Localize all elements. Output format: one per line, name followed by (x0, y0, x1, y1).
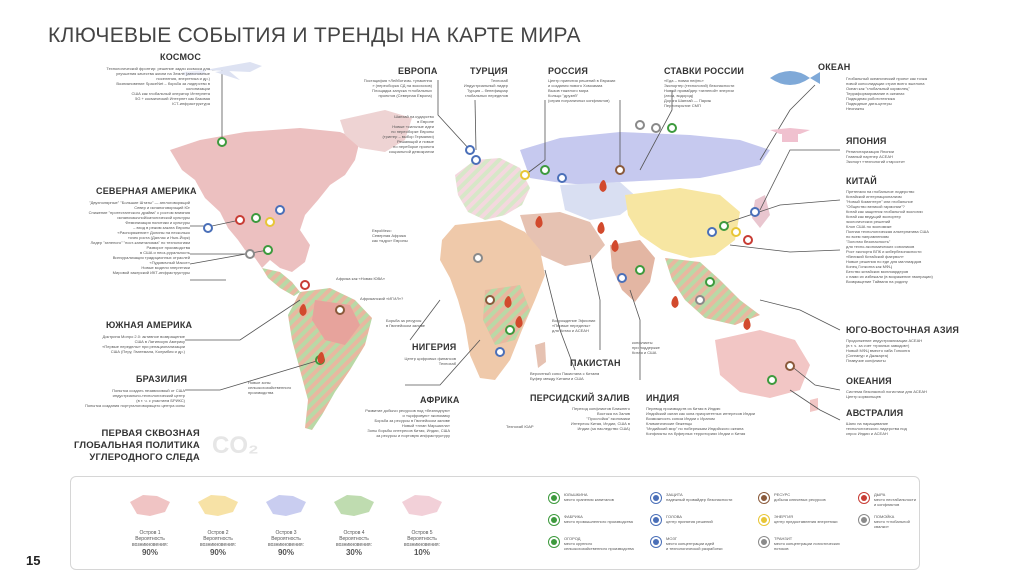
legend-blue-marker-icon (650, 514, 662, 526)
legend-item-text: ДЫРА место нестабильности и конфликтов (874, 492, 916, 507)
ocean-heading: ОКЕАН (818, 62, 851, 72)
kosmos-heading: КОСМОС (160, 52, 202, 62)
south-america-text: Доктрина Монро 2.0: активное возвращение США в Латинскую Америку «Первые переделы» при ренационализации США (Перу, Гватемала, Колумбия и др.) (102, 334, 185, 354)
legend-island-shape (261, 490, 311, 520)
legend-island-sub: Вероятность возникновения: (268, 536, 304, 548)
map-label-br-zones: Новые зоны сельскохозяйственного производства (248, 380, 292, 395)
south-america-heading: ЮЖНАЯ АМЕРИКА (106, 320, 193, 330)
legend-marker-dot (761, 495, 767, 501)
legend-island (392, 530, 452, 557)
india-heading: ИНДИЯ (646, 393, 680, 403)
legend-island-label: Остров 2 (207, 530, 229, 536)
region-se-asia (665, 258, 760, 325)
region-europe (455, 158, 530, 220)
legend-island-shape (125, 490, 175, 520)
legend-island (324, 530, 384, 557)
map-label-euromex: ЕвроМекс: Северная Африка как «ядро» Европы (372, 228, 408, 243)
legend-blue-marker-icon (650, 536, 662, 548)
legend-marker-dot (551, 495, 557, 501)
europe-text-2: Шанхай на кударство в Европе Новые «сильные идеи по переоборке Европы (триггер – выбор Германии) Решающий и новые по переборке проекта социальной демократии (382, 114, 434, 154)
legend-island-percent: 30% (345, 548, 362, 557)
page-number: 15 (26, 553, 41, 568)
pakistan-text: Вероятный союз Пакистана с Китаем Буфер между Китаем и США (530, 371, 600, 381)
map-label-conflicts: конфликты при поддержке Китая и США (632, 340, 660, 355)
africa-heading: АФРИКА (420, 395, 460, 405)
legend-island (188, 530, 248, 557)
japan-text: Ренилитаризация Японии Главный партнер АСЕАН Экспорт «технологий старости» (846, 149, 906, 164)
stavki-heading: СТАВКИ РОССИИ (664, 66, 745, 76)
turkey-text: Технохаб Индустриальный лидер Турция – бенефициар глобальных переделов (463, 78, 508, 98)
map-label-afr-nova: Африка как «Новая ЮВА» (336, 276, 385, 281)
legend-island-percent: 90% (209, 548, 226, 557)
india-text: Перевод производств из Китая в Индию Индийский океан как зона приоритетных интересов Индии Возможность союза Индии с Ираном Климатические беженцы "Индийский мир" по побережьям Индийского океана Конфликты на буферных территориях Индии и Китая (646, 406, 755, 436)
legend-island (256, 530, 316, 557)
legend-island-sub: Вероятность возникновения: (336, 536, 372, 548)
turkey-heading: ТУРЦИЯ (470, 66, 508, 76)
legend-brown-marker-icon (758, 492, 770, 504)
russia-text: Центр принятия решений в Евразии и создания нового Хомоамиа Вызов тяжелого мира Кольцо "друзей" (серия пограничных конфликтов) (548, 78, 616, 103)
legend-marker-dot (861, 495, 867, 501)
north-america-heading: СЕВЕРНАЯ АМЕРИКА (96, 186, 197, 196)
legend-item-text: ОГОРОД место крупного сельскохозяйственного производства (564, 536, 634, 551)
legend-island-percent: 90% (141, 548, 158, 557)
legend-item-text: ФАБРИКА место промышленного производства (564, 514, 633, 524)
legend-green-marker-icon (548, 514, 560, 526)
gulf-heading: ПЕРСИДСКИЙ ЗАЛИВ (530, 393, 630, 403)
legend-red-marker-icon (858, 492, 870, 504)
legend-island-sub: Вероятность возникновения: (404, 536, 440, 548)
legend-island-percent: 10% (413, 548, 430, 557)
legend-item-text: ЭНЕРГИЯ центр предоставления энергетики (774, 514, 838, 524)
legend-gray-marker-icon (758, 536, 770, 548)
legend-island-sub: Вероятность возникновения: (200, 536, 236, 548)
legend-yellow-marker-icon (758, 514, 770, 526)
legend-marker-dot (551, 539, 557, 545)
map-label-guinea: Борьба за ресурсы в Гвинейском заливе (386, 318, 426, 328)
china-text: Претензия на глобальное лидерство Китайский интернационализм "Новый Коминтерн" или глобальное "Общество великой гармонии"? Китай как защитник глобальной экологии Китай как ведущий экспортер экологических решений Клон США по экономике Полная технологическая альтернатива США по всем направлениям "Золотая безопасность" для техно-экономических союзников Рост экспорта ВПК и кибербезопасности «Великий Китайский фаервол» Новые решения по еде для миллиардов Конец Гонконга как МФЦ Бегство китайских миллиардеров с нами их избежали (в возражение эмиграции) Возвращение Тайваня на родину (846, 189, 933, 284)
legend-island-percent: 90% (277, 548, 294, 557)
legend-item-text: ТРАНЗИТ место концентрации логистических потоков (774, 536, 840, 551)
legend-island (120, 530, 180, 557)
legend-marker-dot (653, 539, 659, 545)
oceania-text: Система безопасной логистики для АСЕАН Центр кормильцев (846, 389, 927, 399)
legend-marker-dot (653, 517, 659, 523)
nigeria-heading: НИГЕРИЯ (412, 342, 457, 352)
ocean-fish-icon (770, 71, 820, 85)
stavki-text: «Еда – новая нефть» Экспортер (технологий) безопасности Новый провайдер «зеленой» энергии (атом, водород) Дорога Шанхай — Париж Переоткрытие СМП (664, 78, 735, 108)
legend-island-shape (193, 490, 243, 520)
legend-marker-dot (861, 517, 867, 523)
pakistan-heading: ПАКИСТАН (570, 358, 621, 368)
legend-item-text: ЮЛЬШКИНА место хранения капиталов (564, 492, 614, 502)
brazil-heading: БРАЗИЛИЯ (136, 374, 188, 384)
map-label-afr-ignit: Африканский «ИГИЛ»? (360, 296, 404, 301)
oceania-heading: ОКЕАНИЯ (846, 376, 892, 386)
russia-heading: РОССИЯ (548, 66, 589, 76)
legend-marker-dot (551, 517, 557, 523)
ocean-text: Глобальный океанический проект как точка новой консолидации стран всего эшелона Океан как "глобальный кормилец" Терраформирование в океанах Подводная робототехника Подводные дата-центры Неопакты (846, 76, 927, 111)
japan-pagoda-icon (770, 128, 810, 142)
legend-gray-marker-icon (858, 514, 870, 526)
japan-heading: ЯПОНИЯ (846, 136, 887, 146)
region-australia (715, 330, 810, 398)
legend-island-label: Остров 4 (343, 530, 365, 536)
legend-green-marker-icon (548, 492, 560, 504)
legend-island-label: Остров 1 (139, 530, 161, 536)
legend-item-text: ГОЛОВА центр принятия решений (666, 514, 713, 524)
map-label-sa-tech: Технохаб ЮАР (506, 424, 534, 429)
sea-text: Продолжение индустриализации АСЕАН (в т. ч. за счет «грязных заводов») Новый МФЦ вместо хаба Гонконга (Сингапур и Джакарта) Плавучие конфликты (846, 338, 923, 363)
legend-item-text: ЗАЩИТА надежный провайдер безопасности (666, 492, 733, 502)
legend-green-marker-icon (548, 536, 560, 548)
legend-island-shape (397, 490, 447, 520)
legend-marker-dot (761, 539, 767, 545)
legend-item-text: МОЗГ место концентрации идей и технологической разработки (666, 536, 723, 551)
global-heading: ПЕРВАЯ СКВОЗНАЯ ГЛОБАЛЬНАЯ ПОЛИТИКА УГЛЕРОДНОГО СЛЕДА (74, 428, 200, 463)
legend-island-sub: Вероятность возникновения: (132, 536, 168, 548)
china-heading: КИТАЙ (846, 176, 877, 186)
sea-heading: ЮГО-ВОСТОЧНАЯ АЗИЯ (846, 325, 960, 335)
australia-text: Шанс на наращивание технологического лидерства под спрос Индии и АСЕАН (846, 421, 907, 436)
legend-island-label: Остров 5 (411, 530, 433, 536)
legend-marker-dot (761, 517, 767, 523)
co2-label: CO₂ (212, 432, 259, 459)
gulf-text: Переход конфликтов Ближнего Востока на Залив "Прослойка" экономики Интересы Китая, Индии, США в Индии (за наследство США) (570, 406, 630, 431)
europe-text: Постацифия «Лейботизм- тунакенна » (переоборка СД на экосхохов) Площадка запуска «глобальных проектов (Северная Европа) (363, 78, 432, 98)
nigeria-text: Центр цифровых финансов Технохаб (404, 356, 456, 366)
legend-marker-dot (653, 495, 659, 501)
page-title: КЛЮЧЕВЫЕ СОБЫТИЯ И ТРЕНДЫ НА КАРТЕ МИРА (48, 24, 581, 48)
africa-text: Развитие добычи ресурсов под «безлюдную» и «цифровую» экономику Борьба за ресурсы в Гвинейском заливе Новый «план Маршалла» Зоны борьбы интересов Китая, Индии, США за ресурсы и портовую инфраструктуру (365, 408, 450, 438)
australia-heading: АВСТРАЛИЯ (846, 408, 904, 418)
brazil-text: Попытка создать независимый от США индустриально-технологический центр (в т. ч. с участием БРИКС) Попытка создания португалоговорящего центра силы (85, 388, 185, 408)
north-america-text: "Двухполярные" "Большие Штаты" — англоговорящий Север и испаноговорящий Юг Снижение "протестантского драйва" с ростом влияния испаноязычной/католической культуры Феминизация политики и культуры – вход в режим заката Европы «Распоряжение» Долины на несколько точек роста (Даллас и Нью-Йорк) Лидер "зеленого" "пост-капитализма" по технологиям Разворот производства в США и неоз-руральность Винчурализация традиционных отраслей «Пудовичный Массе» Новые модели энергетики Мировой хакерский ИКТ-инфраструктуры (88, 200, 190, 275)
kosmos-text: Технологический фронтир: решение задач космоса для улучшения качества жизни на Земле (автономные поселения, энергетика и др.) Возникновение SpaceNet – борьба за лидерство в колонизации США как глобальный оператор Интернета 5G + космический Интернет как базовая ICT-инфраструктура (106, 66, 210, 106)
legend-item-text: РЕСУРС добыча ключевых ресурсов (774, 492, 826, 502)
map-label-ethiopia: Возрождение Эфиопии «Первые переделы» для Китая и АСЕАН (552, 318, 596, 333)
legend-item-text: ПОМОЙКА место «глобальной свалки» (874, 514, 910, 529)
legend-island-label: Остров 3 (275, 530, 297, 536)
legend-blue-marker-icon (650, 492, 662, 504)
region-central-america (262, 268, 300, 296)
legend-island-shape (329, 490, 379, 520)
europe-heading: ЕВРОПА (398, 66, 438, 76)
